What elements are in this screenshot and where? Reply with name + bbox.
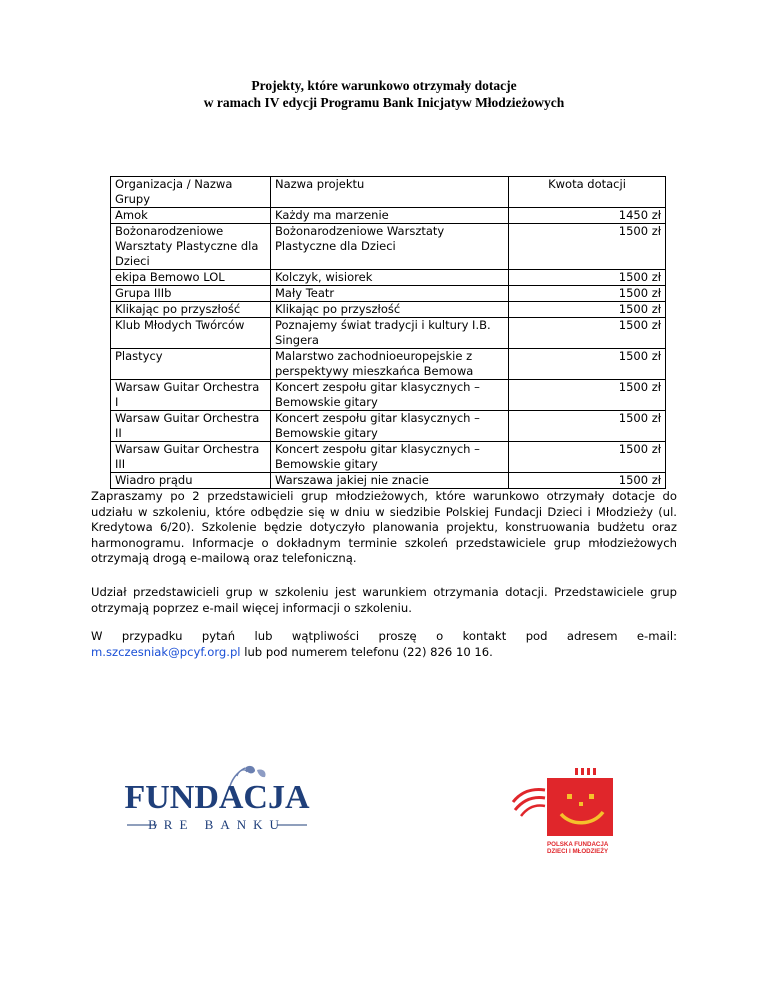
table-row	[111, 318, 666, 349]
table-row	[111, 349, 666, 380]
header-project: Nazwa projektu	[271, 177, 509, 208]
pfdim-line-2: DZIECI I MŁODZIEŻY	[547, 848, 609, 855]
cell-project: Mały Teatr	[271, 286, 509, 302]
cell-amount: 1500 zł	[509, 224, 666, 270]
cell-amount: 1500 zł	[509, 442, 666, 473]
cell-amount: 1500 zł	[509, 302, 666, 318]
cell-org: Klikając po przyszłość	[111, 302, 271, 318]
cell-amount: 1450 zł	[509, 208, 666, 224]
cell-project: Koncert zespołu gitar klasycznych – Bemowskie gitary	[271, 411, 509, 442]
flame-icon	[513, 790, 545, 817]
paragraph-requirement: Udział przedstawicieli grup w szkoleniu jest warunkiem otrzymania dotacji. Przedstawiciele grup otrzymają poprzez e-mail więcej informacji o szkoleniu.	[91, 585, 677, 615]
table-row	[111, 302, 666, 318]
table-row	[111, 442, 666, 473]
cell-org: Warsaw Guitar Orchestra I	[111, 380, 271, 411]
cell-amount: 1500 zł	[509, 286, 666, 302]
cell-amount: 1500 zł	[509, 270, 666, 286]
document-title	[0, 77, 768, 111]
table-row	[111, 286, 666, 302]
cell-org: Warsaw Guitar Orchestra III	[111, 442, 271, 473]
table-row	[111, 411, 666, 442]
cell-amount: 1500 zł	[509, 318, 666, 349]
cell-project: Malarstwo zachodnioeuropejskie z perspektywy mieszkańca Bemowa	[271, 349, 509, 380]
grants-table	[110, 176, 666, 489]
cell-org: Plastycy	[111, 349, 271, 380]
cell-project: Klikając po przyszłość	[271, 302, 509, 318]
table-row	[111, 270, 666, 286]
bre-banku-wordmark: BRE BANKU	[148, 817, 286, 832]
cell-project: Poznajemy świat tradycji i kultury I.B. Singera	[271, 318, 509, 349]
cell-project: Każdy ma marzenie	[271, 208, 509, 224]
table-row	[111, 380, 666, 411]
fundacja-wordmark: FUNDACJA	[124, 779, 310, 816]
red-square	[547, 778, 613, 836]
cell-project: Koncert zespołu gitar klasycznych – Bemowskie gitary	[271, 442, 509, 473]
fundacja-bre-banku-logo	[117, 762, 317, 834]
title-line-2: w ramach IV edycji Programu Bank Inicjatyw Młodzieżowych	[203, 95, 565, 110]
cell-project: Bożonarodzeniowe Warsztaty Plastyczne dla Dzieci	[271, 224, 509, 270]
cell-org: Wiadro prądu	[111, 473, 271, 489]
title-line-1: Projekty, które warunkowo otrzymały dotacje	[251, 78, 517, 93]
contact-line-1: W przypadku pytań lub wątpliwości proszę o kontakt pod adresem e-mail:	[91, 629, 677, 643]
table-row	[111, 473, 666, 489]
cell-project: Warszawa jakiej nie znacie	[271, 473, 509, 489]
table-row	[111, 224, 666, 270]
cell-org: ekipa Bemowo LOL	[111, 270, 271, 286]
cell-project: Koncert zespołu gitar klasycznych – Bemowskie gitary	[271, 380, 509, 411]
cell-org: Warsaw Guitar Orchestra II	[111, 411, 271, 442]
cell-org: Klub Młodych Twórców	[111, 318, 271, 349]
email-link[interactable]: m.szczesniak@pcyf.org.pl	[91, 644, 241, 659]
pfdim-logo	[511, 768, 617, 860]
cell-project: Kolczyk, wisiorek	[271, 270, 509, 286]
contact-line-2	[91, 645, 677, 661]
pfdim-line-1: POLSKA FUNDACJA	[547, 841, 609, 848]
cell-org: Bożonarodzeniowe Warsztaty Plastyczne dla Dzieci	[111, 224, 271, 270]
phone-text: lub pod numerem telefonu (22) 826 10 16.	[240, 644, 493, 659]
cell-amount: 1500 zł	[509, 380, 666, 411]
cell-amount: 1500 zł	[509, 473, 666, 489]
table-header-row	[111, 177, 666, 208]
header-org: Organizacja / Nazwa Grupy	[111, 177, 271, 208]
cell-org: Amok	[111, 208, 271, 224]
header-amount: Kwota dotacji	[509, 177, 666, 208]
cell-org: Grupa IIIb	[111, 286, 271, 302]
table-row	[111, 208, 666, 224]
paragraph-contact	[91, 629, 677, 660]
paragraph-invitation: Zapraszamy po 2 przedstawicieli grup młodzieżowych, które warunkowo otrzymały dotacje do udziału w szkoleniu, które odbędzie się w dniu w siedzibie Polskiej Fundacji Dzieci i Młodzieży (ul. Kredytowa 6/20). Szkolenie będzie dotyczyło planowania projektu, konstruowania budżetu oraz harmonogramu. Informacje o dokładnym terminie szkoleń przedstawiciele grup młodzieżowych otrzymają drogą e-mailową oraz telefoniczną.	[91, 489, 677, 565]
cell-amount: 1500 zł	[509, 349, 666, 380]
cell-amount: 1500 zł	[509, 411, 666, 442]
